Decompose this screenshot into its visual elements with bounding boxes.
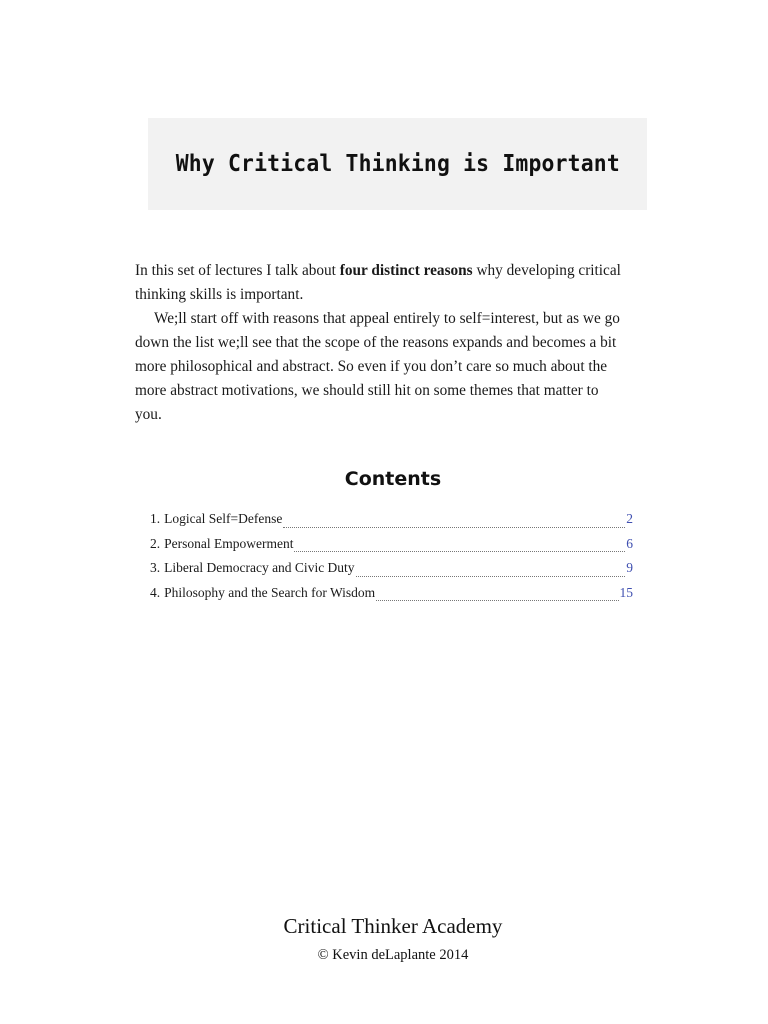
- toc-dot-leader: [294, 550, 625, 552]
- toc-item-label[interactable]: Philosophy and the Search for Wisdom: [164, 584, 376, 600]
- toc-item[interactable]: [150, 536, 633, 561]
- toc-item-number: 3.: [150, 560, 161, 575]
- toc-item-number: 2.: [150, 535, 161, 551]
- title-banner: [148, 118, 647, 210]
- intro-p1-before: In this set of lectures I talk about: [135, 262, 340, 279]
- intro-p1-after: why developing critical thinking skills is important.: [135, 262, 621, 303]
- toc-item-number: 1.: [150, 511, 161, 526]
- toc-item-page-link[interactable]: 15: [619, 584, 633, 600]
- toc-item-number: 4.: [150, 584, 161, 600]
- toc-dot-leader: [356, 575, 626, 577]
- toc-item[interactable]: [150, 585, 633, 610]
- toc-dot-leader: [376, 599, 618, 601]
- document-title: Why Critical Thinking is Important: [175, 151, 620, 177]
- toc-item-page-link[interactable]: 6: [626, 535, 633, 551]
- toc-item-page-link[interactable]: 2: [626, 511, 633, 526]
- toc-dot-leader: [283, 526, 625, 528]
- contents-heading: Contents: [344, 468, 442, 490]
- toc-item-label[interactable]: Liberal Democracy and Civic Duty: [164, 560, 355, 575]
- toc-item-label[interactable]: Personal Empowerment: [164, 535, 294, 551]
- toc-item[interactable]: [150, 560, 633, 585]
- intro-section: [135, 259, 625, 427]
- toc-item-label[interactable]: Logical Self=Defense: [164, 511, 283, 526]
- toc-item[interactable]: [150, 511, 633, 536]
- footer-copyright: © Kevin deLaplante 2014: [317, 947, 469, 963]
- footer-publisher: Critical Thinker Academy: [283, 914, 503, 938]
- table-of-contents: [150, 511, 633, 609]
- intro-paragraph-2: We;ll start off with reasons that appeal entirely to self=interest, but as we go down the list we;ll see that the scope of the reasons expands and becomes a bit more philosophical and abstract. So even if you don’t care so much about the more abstract motivations, we should still hit on some themes that matter to you.: [135, 310, 620, 423]
- intro-paragraph-1: [135, 259, 625, 307]
- intro-p1-bold: four distinct reasons: [339, 262, 473, 279]
- toc-item-page-link[interactable]: 9: [626, 560, 633, 575]
